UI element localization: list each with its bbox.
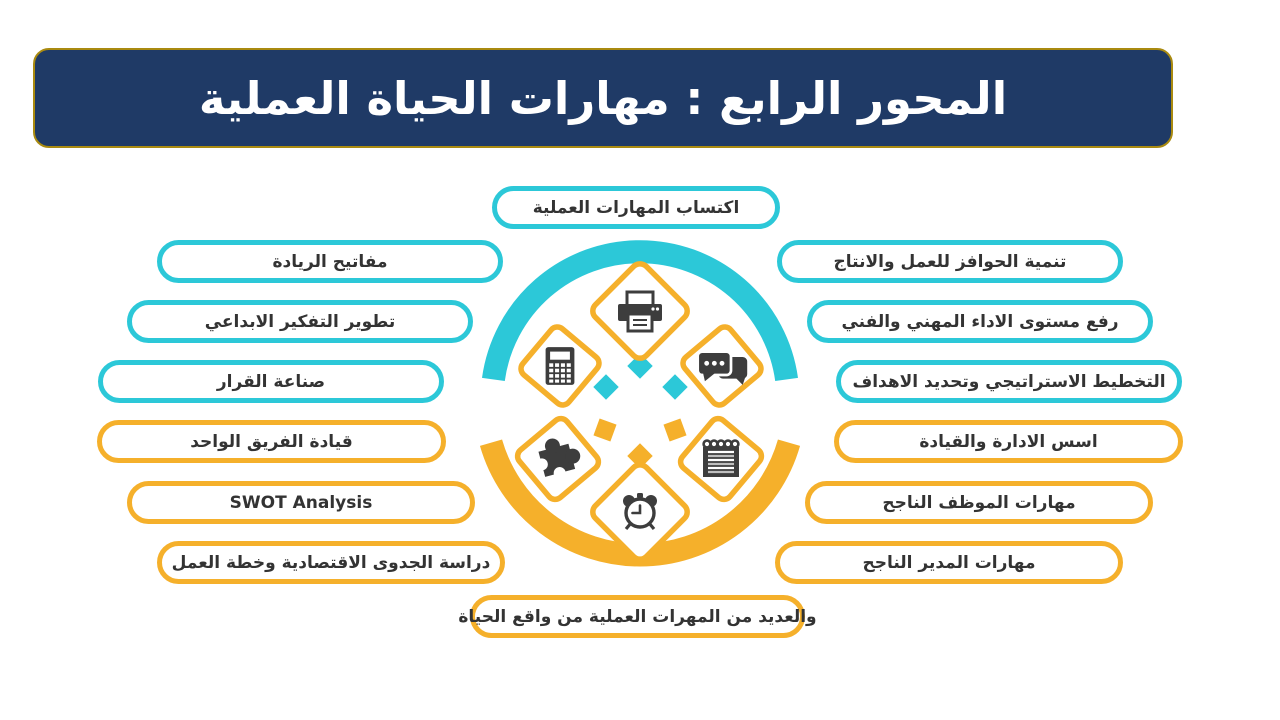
pill-bottom [458,595,817,638]
pill-right-3 [836,360,1182,403]
pill-label: SWOT Analysis [229,492,373,513]
pill-right-6 [775,541,1123,584]
connector-diamond [593,374,618,399]
pill-label: قيادة الفريق الواحد [190,431,353,452]
pill-label: اسس الادارة والقيادة [919,431,1098,452]
pill-label: اكتساب المهارات العملية [532,197,740,218]
connector-diamond [593,418,616,441]
pill-right-1 [777,240,1123,283]
pill-label: رفع مستوى الاداء المهني والفني [841,311,1119,332]
pill-right-4 [834,420,1183,463]
pill-label: تطوير التفكير الابداعي [204,311,396,332]
pill-label: والعديد من المهرات العملية من واقع الحياة [458,606,817,627]
connector-diamond [663,418,686,441]
pill-label: مهارات الموظف الناجح [882,492,1076,513]
pill-right-2 [807,300,1153,343]
connector-diamond [662,374,687,399]
pill-right-5 [805,481,1153,524]
pill-label: مفاتيح الريادة [272,251,388,272]
pill-label: التخطيط الاستراتيجي وتحديد الاهداف [852,371,1166,392]
calculator-icon [546,347,575,385]
pill-top [492,186,780,229]
pill-label: مهارات المدير الناجح [862,552,1036,573]
pill-label: دراسة الجدوى الاقتصادية وخطة العمل [171,552,491,573]
pill-left-5 [127,481,475,524]
pill-label: تنمية الحوافز للعمل والانتاج [833,251,1067,272]
connector-diamonds [593,353,687,468]
pill-left-3 [98,360,444,403]
pill-label: صناعة القرار [216,371,326,392]
pill-left-1 [157,240,503,283]
pill-left-4 [97,420,446,463]
pill-left-6 [157,541,505,584]
slide-title: المحور الرابع : مهارات الحياة العملية [198,71,1008,125]
pill-left-2 [127,300,473,343]
